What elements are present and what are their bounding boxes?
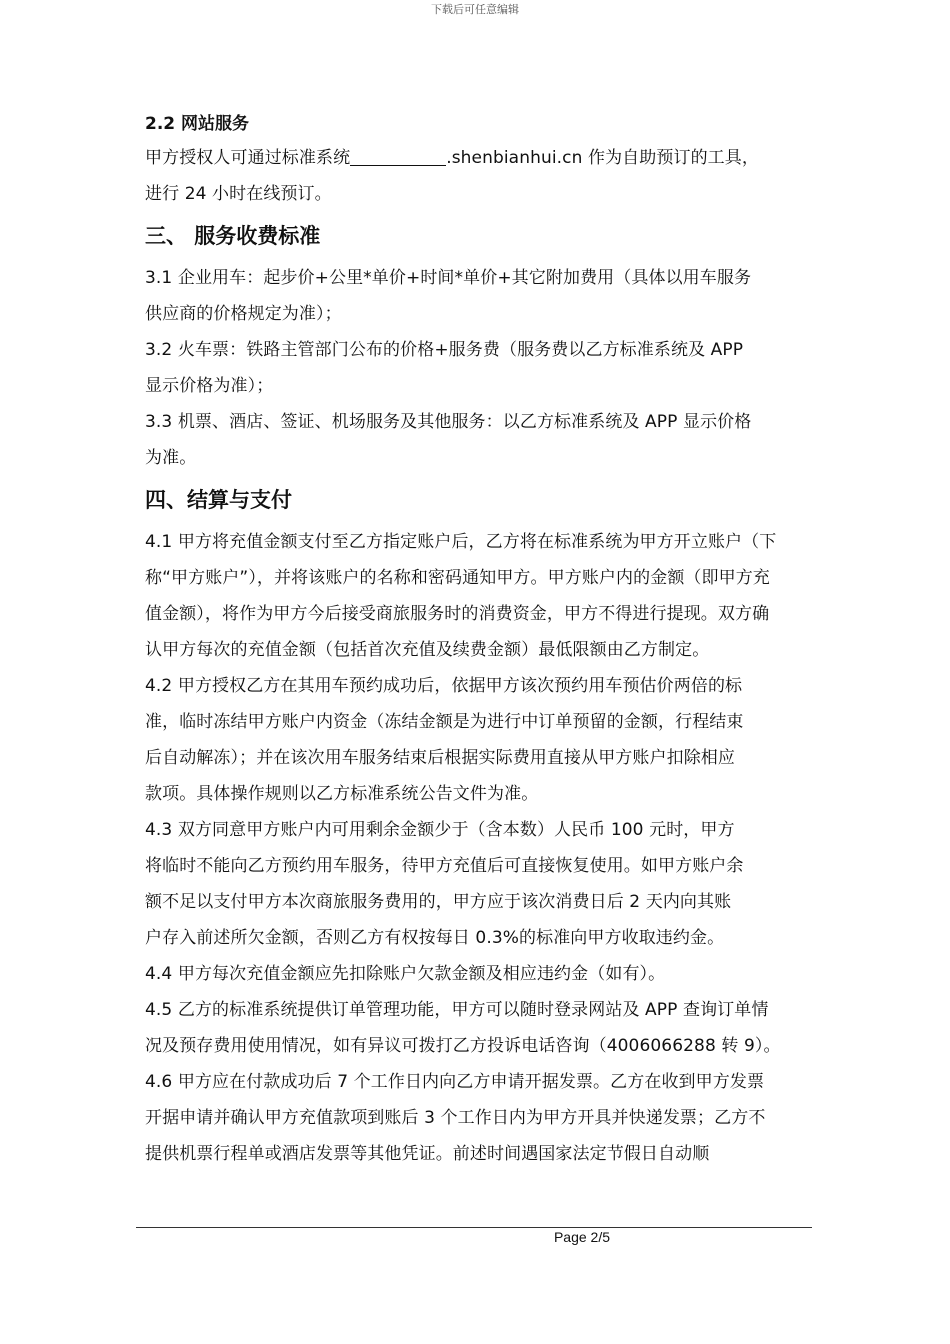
paragraph-line: 4.4 甲方每次充值金额应先扣除账户欠款金额及相应违约金（如有）。: [145, 964, 666, 984]
paragraph-line: 准，临时冻结甲方账户内资金（冻结金额是为进行中订单预留的金额，行程结束: [145, 712, 744, 732]
paragraph-line: 款项。具体操作规则以乙方标准系统公告文件为准。: [145, 784, 539, 804]
paragraph-4-6: [145, 1064, 830, 1172]
section-3-2-line-2: 显示价格为准）；: [145, 376, 274, 396]
section-3-3-line-2: 为准。: [145, 448, 197, 468]
section-2-2-heading: 2.2 网站服务: [145, 114, 250, 134]
paragraph-line: 4.6 甲方应在付款成功后 7 个工作日内向乙方申请开据发票。乙方在收到甲方发票: [145, 1072, 765, 1092]
section-2-2-line-2: 进行 24 小时在线预订。: [145, 184, 332, 204]
paragraph-line: 额不足以支付甲方本次商旅服务费用的，甲方应于该次消费日后 2 天内向其账: [145, 892, 732, 912]
paragraph-line: 4.1 甲方将充值金额支付至乙方指定账户后，乙方将在标准系统为甲方开立账户（下: [145, 532, 777, 552]
document-body: [145, 108, 830, 1172]
blank-field: [350, 147, 446, 166]
paragraph-line: 称“甲方账户”），并将该账户的名称和密码通知甲方。甲方账户内的金额（即甲方充: [145, 568, 770, 588]
paragraph-line: 提供机票行程单或酒店发票等其他凭证。前述时间遇国家法定节假日自动顺: [145, 1144, 710, 1164]
top-note: 下载后可任意编辑: [431, 3, 519, 16]
paragraph-line: 况及预存费用使用情况，如有异议可拨打乙方投诉电话咨询（4006066288 转 9）。: [145, 1036, 781, 1056]
paragraph-line: 户存入前述所欠金额，否则乙方有权按每日 0.3%的标准向甲方收取违约金。: [145, 928, 725, 948]
footer-divider: [136, 1227, 812, 1228]
paragraph-line: 将临时不能向乙方预约用车服务，待甲方充值后可直接恢复使用。如甲方账户余: [145, 856, 744, 876]
paragraph-line: 4.5 乙方的标准系统提供订单管理功能，甲方可以随时登录网站及 APP 查询订单情: [145, 1000, 769, 1020]
section-3-3-line-1: 3.3 机票、酒店、签证、机场服务及其他服务：以乙方标准系统及 APP 显示价格: [145, 412, 752, 432]
paragraph-4-1: [145, 524, 830, 668]
paragraph-line: 4.3 双方同意甲方账户内可用剩余金额少于（含本数）人民币 100 元时，甲方: [145, 820, 735, 840]
section-3-1-line-2: 供应商的价格规定为准）；: [145, 304, 342, 324]
page-number: Page 2/5: [553, 1229, 611, 1245]
line-text: .shenbianhui.cn 作为自助预订的工具，: [446, 148, 759, 168]
paragraph-4-2: [145, 668, 830, 812]
paragraph-line: 4.2 甲方授权乙方在其用车预约成功后，依据甲方该次预约用车预估价两倍的标: [145, 676, 743, 696]
paragraph-line: 开据申请并确认甲方充值款项到账后 3 个工作日内为甲方开具并快递发票；乙方不: [145, 1108, 766, 1128]
line-text: 甲方授权人可通过标准系统: [145, 148, 351, 168]
section-2-2-line-1: [145, 140, 830, 176]
section-3-heading: 三、 服务收费标准: [145, 224, 321, 248]
paragraph-4-4: [145, 956, 830, 992]
section-3-2-line-1: 3.2 火车票：铁路主管部门公布的价格+服务费（服务费以乙方标准系统及 APP: [145, 340, 744, 360]
paragraph-4-3: [145, 812, 830, 956]
paragraph-line: 值金额），将作为甲方今后接受商旅服务时的消费资金，甲方不得进行提现。双方确: [145, 604, 770, 624]
paragraph-line: 后自动解冻）；并在该次用车服务结束后根据实际费用直接从甲方账户扣除相应: [145, 748, 735, 768]
paragraph-line: 认甲方每次的充值金额（包括首次充值及续费金额）最低限额由乙方制定。: [145, 640, 710, 660]
section-4-heading: 四、结算与支付: [145, 488, 292, 512]
paragraph-4-5: [145, 992, 830, 1064]
section-3-1-line-1: 3.1 企业用车：起步价+公里*单价+时间*单价+其它附加费用（具体以用车服务: [145, 268, 752, 288]
